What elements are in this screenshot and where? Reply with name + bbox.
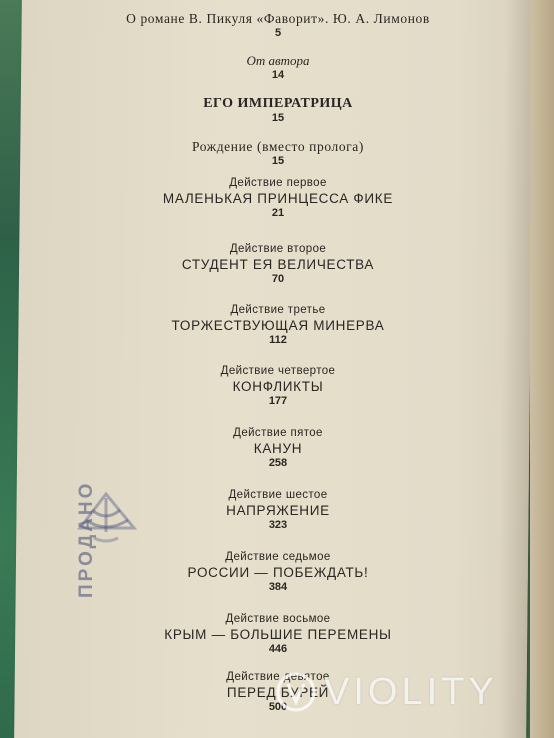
toc-title: От автора bbox=[246, 53, 310, 68]
toc-part-label: Действие шестое bbox=[228, 489, 328, 501]
toc-title: Рождение (вместо пролога) bbox=[192, 139, 364, 154]
toc-title: СТУДЕНТ ЕЯ ВЕЛИЧЕСТВА bbox=[181, 257, 375, 272]
toc-entry bbox=[38, 11, 518, 41]
toc-page-number: 14 bbox=[271, 69, 285, 81]
toc-entry bbox=[38, 96, 518, 126]
toc-title: ПЕРЕД БУРЕЙ bbox=[226, 685, 330, 700]
toc-title: МАЛЕНЬКАЯ ПРИНЦЕССА ФИКЕ bbox=[162, 191, 394, 206]
toc-title: КРЫМ — БОЛЬШИЕ ПЕРЕМЕНЫ bbox=[164, 627, 392, 642]
toc-part-label: Действие второе bbox=[229, 243, 327, 255]
toc-entry bbox=[38, 176, 518, 221]
toc-page-number: 258 bbox=[268, 457, 288, 469]
toc-title: КОНФЛИКТЫ bbox=[232, 379, 324, 394]
toc-title: КАНУН bbox=[253, 441, 303, 456]
toc-page-number: 446 bbox=[268, 643, 288, 655]
book-edge bbox=[530, 0, 554, 738]
toc-title: РОССИИ — ПОБЕЖДАТЬ! bbox=[187, 565, 369, 580]
violity-logo-icon bbox=[274, 670, 318, 714]
toc-title: ТОРЖЕСТВУЮЩАЯ МИНЕРВА bbox=[171, 318, 385, 333]
toc-part-label: Действие девятое bbox=[226, 671, 330, 683]
toc-title: ЕГО ИМПЕРАТРИЦА bbox=[203, 96, 353, 111]
toc-title: НАПРЯЖЕНИЕ bbox=[226, 503, 330, 518]
toc-part-label: Действие седьмое bbox=[225, 551, 331, 563]
toc-page-number: 5 bbox=[274, 27, 282, 39]
toc-part-label: Действие третье bbox=[230, 304, 326, 316]
toc-part-label: Действие пятое bbox=[233, 427, 323, 439]
toc-page-number: 70 bbox=[271, 273, 285, 285]
stamp-text: ПРОДАНО bbox=[76, 480, 97, 598]
toc-entry bbox=[38, 53, 518, 83]
toc-page-number: 500 bbox=[268, 701, 288, 713]
watermark-text: VIOLITY bbox=[324, 670, 498, 713]
toc-entry bbox=[38, 242, 518, 287]
toc-page-number: 177 bbox=[268, 395, 288, 407]
toc-page-number: 112 bbox=[269, 334, 287, 346]
toc-page-number: 15 bbox=[271, 112, 285, 124]
watermark bbox=[274, 664, 542, 720]
toc-part-label: Действие первое bbox=[229, 177, 327, 189]
toc-entry bbox=[38, 303, 518, 348]
toc-page-number: 323 bbox=[268, 519, 288, 531]
toc-page-number: 15 bbox=[271, 155, 285, 167]
toc-entry bbox=[38, 139, 518, 169]
toc-entry bbox=[38, 426, 518, 471]
toc-page-number: 384 bbox=[268, 581, 288, 593]
toc-part-label: Действие восьмое bbox=[225, 613, 331, 625]
toc-page-number: 21 bbox=[271, 207, 285, 219]
toc-part-label: Действие четвертое bbox=[220, 365, 336, 377]
toc-entry bbox=[38, 364, 518, 409]
sold-stamp bbox=[70, 480, 150, 688]
toc-title: О романе В. Пикуля «Фаворит». Ю. А. Лимонов bbox=[126, 11, 430, 26]
